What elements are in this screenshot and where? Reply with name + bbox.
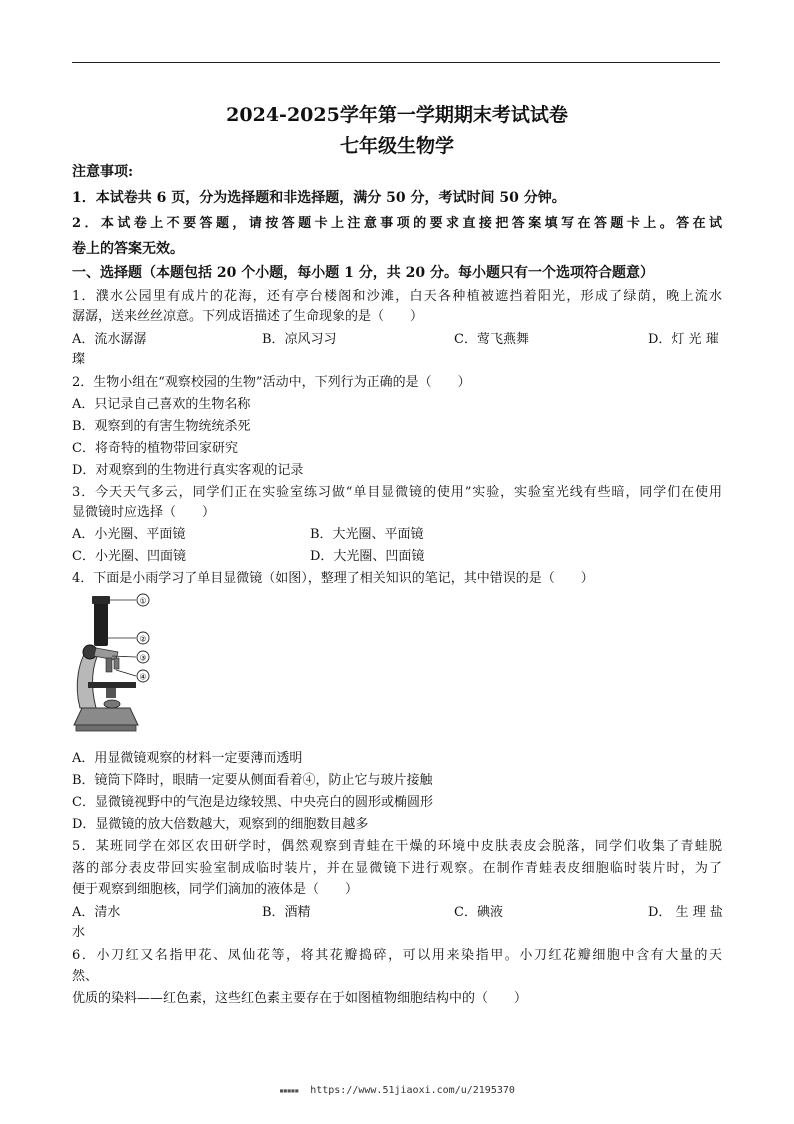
label-3: ③ (139, 653, 147, 663)
label-2: ② (139, 634, 147, 644)
notice-item-2-line-1: 2．本试卷上不要答题，请按答题卡上注意事项的要求直接把答案填写在答题卡上。答在试 (72, 216, 722, 231)
q6-stem-line-2: 然、 (72, 969, 99, 984)
exam-title: 2024-2025学年第一学期期末考试试卷 (226, 104, 568, 126)
q5-option-d-cont: 水 (72, 925, 86, 940)
q3-stem-line-1: 3．今天天气多云，同学们正在实验室练习做“单目显微镜的使用”实验，实验室光线有些暗，同学们在使用 (72, 485, 722, 500)
footer-logo-icon: ▪▪▪▪▪ (279, 1086, 299, 1095)
q4-option-d: D．显微镜的放大倍数越大，观察到的细胞数目越多 (72, 817, 369, 832)
q4-stem: 4．下面是小雨学习了单目显微镜（如图），整理了相关知识的笔记，其中错误的是（ ） (72, 571, 594, 586)
q1-option-b: B．凉风习习 (262, 332, 337, 347)
q1-options (72, 331, 722, 349)
section-heading: 一、选择题（本题包括 20 个小题，每小题 1 分，共 20 分。每小题只有一个选项符合题意） (72, 265, 654, 281)
q5-option-c: C．碘液 (454, 905, 503, 920)
q3-option-a: A．小光圈、平面镜 (72, 527, 186, 542)
q1-stem-line-1: 1．濮水公园里有成片的花海，还有亭台楼阁和沙滩，白天各种植被遮挡着阳光，形成了绿荫，晚上流水 (72, 289, 722, 304)
q3-option-b: B．大光圈、平面镜 (310, 527, 424, 542)
q1-option-c: C．莺飞燕舞 (454, 332, 529, 347)
q1-stem-line-2: 潺潺，送来丝丝凉意。下列成语描述了生命现象的是（ ） (72, 309, 424, 324)
q2-stem: 2．生物小组在“观察校园的生物”活动中，下列行为正确的是（ ） (72, 375, 471, 390)
q2-option-b: B．观察到的有害生物统统杀死 (72, 419, 251, 434)
exam-subtitle: 七年级生物学 (339, 135, 454, 157)
q2-option-c: C．将奇特的植物带回家研究 (72, 441, 238, 456)
footer (0, 1085, 794, 1096)
microscope-icon (72, 590, 162, 740)
q3-options-row-2 (72, 548, 722, 566)
label-4: ④ (139, 672, 147, 682)
q2-option-d: D．对观察到的生物进行真实客观的记录 (72, 463, 304, 478)
q3-option-d: D．大光圈、凹面镜 (310, 549, 425, 564)
footer-url[interactable]: https://www.51jiaoxi.com/u/2195370 (310, 1085, 515, 1096)
q5-option-d: D． 生 理 盐 (648, 905, 723, 920)
notice-item-2-line-2: 卷上的答案无效。 (72, 241, 184, 257)
microscope-figure (72, 590, 162, 740)
q5-stem-line-1: 5．某班同学在郊区农田研学时，偶然观察到青蛙在干燥的环境中皮肤表皮会脱落，同学们收集了青蛙脱 (72, 839, 722, 854)
q6-stem-line-1: 6．小刀红又名指甲花、凤仙花等，将其花瓣捣碎，可以用来染指甲。小刀红花瓣细胞中含有大量的天 (72, 948, 722, 963)
q5-stem-line-2: 落的部分表皮带回实验室制成临时装片，并在显微镜下进行观察。在制作青蛙表皮细胞临时装片时，为了 (72, 861, 722, 876)
q5-stem-line-3: 便于观察到细胞核，同学们滴加的液体是（ ） (72, 882, 359, 897)
q1-option-a: A．流水潺潺 (72, 332, 147, 347)
q3-stem-line-2: 显微镜时应选择（ ） (72, 505, 216, 520)
q1-option-d-cont: 璨 (72, 352, 86, 367)
q4-option-b: B．镜筒下降时，眼睛一定要从侧面看着④，防止它与玻片接触 (72, 773, 433, 788)
q5-options (72, 904, 722, 922)
q3-options-row-1 (72, 526, 722, 544)
q6-stem-line-3: 优质的染料——红色素，这些红色素主要存在于如图植物细胞结构中的（ ） (72, 991, 528, 1006)
q5-option-b: B．酒精 (262, 905, 311, 920)
notice-item-1: 1．本试卷共 6 页，分为选择题和非选择题，满分 50 分，考试时间 50 分钟。 (72, 190, 566, 206)
q5-option-a: A．清水 (72, 905, 121, 920)
q4-option-c: C．显微镜视野中的气泡是边缘较黑、中央亮白的圆形或椭圆形 (72, 795, 433, 810)
q4-option-a: A．用显微镜观察的材料一定要薄而透明 (72, 751, 303, 766)
q1-option-d: D．灯 光 璀 (648, 332, 719, 347)
q3-option-c: C．小光圈、凹面镜 (72, 549, 186, 564)
top-divider (72, 62, 720, 63)
notice-heading: 注意事项: (72, 164, 134, 180)
label-1: ① (139, 596, 147, 606)
q2-option-a: A．只记录自己喜欢的生物名称 (72, 397, 251, 412)
